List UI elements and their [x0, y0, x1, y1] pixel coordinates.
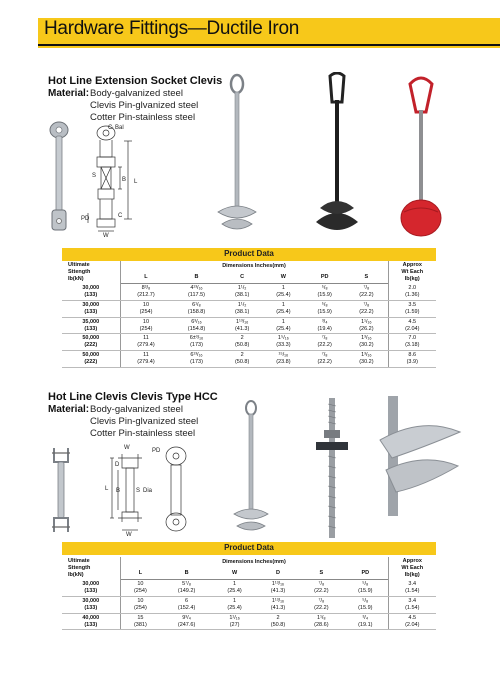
strength-cell: 50,000 (222): [62, 351, 120, 368]
weight-cell: 3.5 (1.59): [388, 300, 436, 317]
table-row: [62, 284, 436, 301]
table1-product-data-label: Product Data: [224, 249, 274, 258]
table1-product-data-bar: [62, 248, 436, 261]
table1-spec-table: [62, 261, 436, 368]
table1-col-weight-header: Approx Wt Each Ib(kg): [388, 261, 436, 284]
dimension-cell: ⁷/₈ (22.2): [304, 351, 345, 368]
weight-cell: 4.5 (2.04): [388, 613, 436, 630]
extension-socket-clevis-diagram: [78, 123, 158, 238]
screw-anchor-galvanized-photo: [212, 72, 262, 240]
diagram2-label-W: W: [124, 445, 130, 451]
weight-cell: 3.4 (1.54): [388, 596, 436, 613]
threaded-rod-photo: [312, 396, 352, 540]
table2-col-header: PD: [343, 568, 388, 580]
table2-dims-header: Dimensions Inches(mm): [222, 559, 286, 566]
dimension-cell: ⁵/₈ (15.9): [343, 596, 388, 613]
section1-material-3: Cotter Pin-stainless steel: [90, 112, 196, 123]
weight-cell: 4.5 (2.04): [388, 317, 436, 334]
dimension-cell: ³/₄ (19.4): [304, 317, 345, 334]
table1-col-header: L: [120, 272, 171, 284]
section2-material-label: Material:: [48, 404, 90, 415]
strength-cell: 30,000 (133): [62, 284, 120, 301]
dimension-cell: ¹⁵/₁₆ (23.8): [263, 351, 304, 368]
dimension-cell: 15 (381): [120, 613, 160, 630]
table2-spec-table: [62, 557, 436, 630]
dimension-cell: 9³/₄ (247.6): [160, 613, 213, 630]
section2-material-2: Clevis Pin-glvanized steel: [90, 416, 199, 427]
diagram2-label-B: B: [116, 488, 121, 494]
dimension-cell: 6±³/₁₆ (173): [171, 334, 221, 351]
dimension-cell: ⁵/₈ (15.9): [304, 300, 345, 317]
section1-material-2: Clevis Pin-glvanized steel: [90, 100, 199, 111]
diagram1-label-W: W: [103, 233, 109, 238]
dimension-cell: 1 (25.4): [263, 284, 304, 301]
table1-col-header: C: [222, 272, 263, 284]
dimension-cell: 1⁵/₁₆ (33.3): [263, 334, 304, 351]
strength-cell: 30,000 (133): [62, 580, 120, 597]
diagram1-label-B: B: [122, 177, 127, 183]
section2-material-1: Body-galvanized steel: [90, 404, 183, 415]
strength-cell: 50,000 (222): [62, 334, 120, 351]
table-row: [62, 613, 436, 630]
dimension-cell: 1¹/₂ (38.1): [222, 300, 263, 317]
dimension-cell: 1¹³/₁₆ (41.3): [256, 596, 299, 613]
dimension-cell: 1¹/₈ (28.6): [300, 613, 343, 630]
section2-material-3: Cotter Pin-stainless steel: [90, 428, 196, 439]
dimension-cell: 1¹/₁₆ (26.2): [345, 317, 388, 334]
weight-cell: 3.4 (1.54): [388, 580, 436, 597]
screw-anchor-galvanized-2-photo: [226, 400, 276, 540]
dimension-cell: 2 (50.8): [222, 334, 263, 351]
weight-cell: 2.0 (1.36): [388, 284, 436, 301]
helix-closeup-photo: [372, 396, 462, 516]
dimension-cell: ⁵/₈ (15.9): [304, 284, 345, 301]
table1-col-header: B: [171, 272, 221, 284]
diagram2-label-PD: PD: [152, 448, 161, 454]
diagram2-label-D: D: [115, 462, 120, 468]
table-row: [62, 351, 436, 368]
section2-title: Hot Line Clevis Clevis Type HCC: [48, 391, 218, 403]
dimension-cell: ⁷/₈ (22.2): [345, 300, 388, 317]
diagram2-label-S: S: [136, 488, 141, 494]
table2-product-data-bar: [62, 542, 436, 555]
extension-socket-clevis-photo: [44, 118, 74, 236]
dimension-cell: 1³/₁₆ (30.2): [345, 351, 388, 368]
header-rule: [38, 44, 500, 46]
dimension-cell: 1³/₁₆ (30.2): [345, 334, 388, 351]
strength-cell: 35,000 (133): [62, 317, 120, 334]
dimension-cell: 10 (254): [120, 580, 160, 597]
dimension-cell: ³/₄ (19.1): [343, 613, 388, 630]
table1-col-header: W: [263, 272, 304, 284]
screw-anchor-red-photo: [396, 72, 446, 240]
dimension-cell: 2 (50.8): [222, 351, 263, 368]
dimension-cell: 1¹³/₁₆ (41.3): [256, 580, 299, 597]
diagram1-label-PD: PD: [81, 216, 90, 222]
screw-anchor-black-photo: [312, 72, 362, 240]
table1-dims-header: Dimensions Inches(mm): [222, 263, 286, 270]
dimension-cell: 6¹³/₁₆ (173): [171, 351, 221, 368]
diagram1-label-C: C: [118, 213, 123, 219]
section1-title: Hot Line Extension Socket Clevis: [48, 75, 223, 87]
dimension-cell: ⁷/₈ (22.2): [345, 284, 388, 301]
dimension-cell: 10 (254): [120, 596, 160, 613]
dimension-cell: 1 (25.4): [263, 317, 304, 334]
dimension-cell: ⁷/₈ (22.2): [300, 580, 343, 597]
dimension-cell: 1¹/₂ (38.1): [222, 284, 263, 301]
table1-body: [62, 284, 436, 368]
dimension-cell: 11 (279.4): [120, 351, 171, 368]
table-row: [62, 300, 436, 317]
dimension-cell: 6³/₁₆ (154.8): [171, 317, 221, 334]
strength-cell: 30,000 (133): [62, 300, 120, 317]
table2-col-header: S: [300, 568, 343, 580]
dimension-cell: 6¹/₈ (158.8): [171, 300, 221, 317]
dimension-cell: 4¹³/₁₆ (117.5): [171, 284, 221, 301]
dimension-cell: 1 (25.4): [263, 300, 304, 317]
table2-col-header: B: [160, 568, 213, 580]
table-row: [62, 596, 436, 613]
dimension-cell: 1 (25.4): [213, 580, 256, 597]
weight-cell: 8.6 (3.9): [388, 351, 436, 368]
diagram1-label-L: L: [134, 179, 138, 185]
dimension-cell: 10 (254): [120, 317, 171, 334]
table-row: [62, 317, 436, 334]
table2-col-header: D: [256, 568, 299, 580]
table2-body: [62, 580, 436, 630]
dimension-cell: 1¹/₁₆ (27): [213, 613, 256, 630]
weight-cell: 7.0 (3.18): [388, 334, 436, 351]
section1-material-label: Material:: [48, 88, 90, 99]
strength-cell: 40,000 (133): [62, 613, 120, 630]
table-row: [62, 334, 436, 351]
diagram2-label-W-bottom: W: [126, 532, 132, 536]
table-row: [62, 580, 436, 597]
dimension-cell: ⁷/₈ (22.2): [304, 334, 345, 351]
dimension-cell: 2 (50.8): [256, 613, 299, 630]
table2-col-header: W: [213, 568, 256, 580]
clevis-clevis-photo: [46, 444, 76, 536]
diagram2-label-dia: Dia: [143, 488, 153, 494]
dimension-cell: 8³/₈ (212.7): [120, 284, 171, 301]
dimension-cell: 1 (25.4): [213, 596, 256, 613]
table2-product-data-label: Product Data: [224, 543, 274, 552]
diagram1-label-cl-ball: Cₗ Bal: [108, 125, 124, 131]
table1-col-strength-header: Ultimate Sttength Ib(kN): [62, 261, 120, 284]
dimension-cell: ⁷/₈ (22.2): [300, 596, 343, 613]
dimension-cell: 1¹³/₁₆ (41.3): [222, 317, 263, 334]
diagram1-label-S: S: [92, 173, 97, 179]
table1-col-header: PD: [304, 272, 345, 284]
dimension-cell: 11 (279.4): [120, 334, 171, 351]
dimension-cell: 10 (254): [120, 300, 171, 317]
table1-col-header: S: [345, 272, 388, 284]
strength-cell: 30,000 (133): [62, 596, 120, 613]
table2-col-header: L: [120, 568, 160, 580]
table2-col-weight-header: Approx Wt Each Ib(kg): [388, 557, 436, 580]
clevis-clevis-diagram: [82, 440, 202, 536]
dimension-cell: 6 (152.4): [160, 596, 213, 613]
page-title: Hardware Fittings—Ductile Iron: [44, 18, 299, 39]
section1-material-1: Body-galvanized steel: [90, 88, 183, 99]
dimension-cell: ⁵/₈ (15.9): [343, 580, 388, 597]
diagram2-label-L: L: [105, 486, 109, 492]
dimension-cell: 5⁷/₈ (149.2): [160, 580, 213, 597]
table2-col-strength-header: Ultimate Sttength Ib(kN): [62, 557, 120, 580]
